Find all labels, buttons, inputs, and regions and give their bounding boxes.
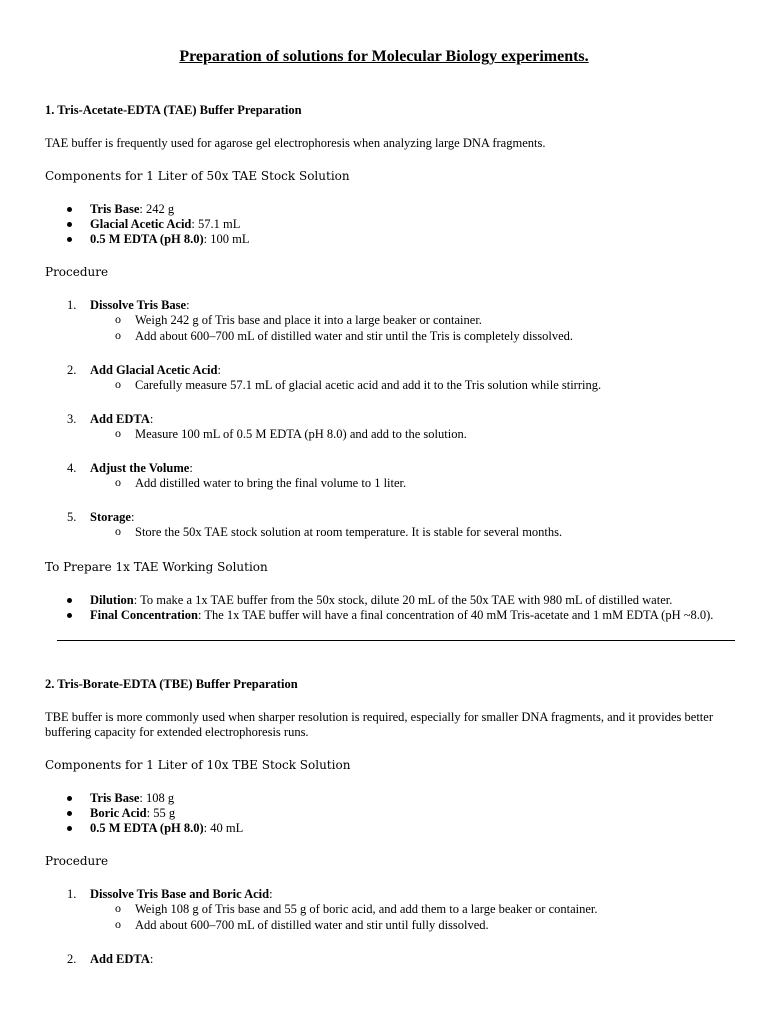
list-item: o Add about 600–700 mL of distilled water and stir until the Tris is completely dissolved. — [115, 329, 573, 345]
sub-list — [115, 902, 598, 934]
list-item: o Weigh 242 g of Tris base and place it into a large beaker or container. — [115, 313, 573, 329]
list-item: Glacial Acetic Acid: 57.1 mL — [45, 217, 250, 232]
list-item: Boric Acid: 55 g — [45, 806, 243, 821]
list-item: o Weigh 108 g of Tris base and 55 g of boric acid, and add them to a large beaker or container. — [115, 902, 598, 918]
tae-components-list — [45, 202, 250, 247]
list-item: Final Concentration: The 1x TAE buffer will have a final concentration of 40 mM Tris-acetate and 1 mM EDTA (pH ~8.0). — [45, 608, 713, 623]
section-divider — [57, 640, 735, 641]
tae-section-heading: 1. Tris-Acetate-EDTA (TAE) Buffer Preparation — [45, 103, 302, 117]
tae-procedure-heading: Procedure — [45, 265, 109, 279]
list-item: o Add distilled water to bring the final volume to 1 liter. — [115, 476, 406, 492]
document-page: Preparation of solutions for Molecular Biology experiments. 1. Tris-Acetate-EDTA (TAE) Buffer Preparation TAE buffer is frequently used for agarose gel electrophoresis when analyzing large DNA fragments. Components for 1 Liter of 50x TAE Stock Solution Tris Base: 242 g Glacial Acetic Acid: 57.1 mL 0.5 M EDTA (pH 8.0): 100 mL Procedure 1. Dissolve Tris Base: o Weigh 242 g of Tris base and place it into a large beaker or container. o Add about 600–700 mL of distilled water and stir until the Tris is completely dissolved. 2. Add Glacial Acetic Acid: o Carefully measure 57.1 mL of glacial acetic acid and add it to the Tris solution while stirring. 3. Add EDTA: o Measure 100 mL of 0.5 M EDTA (pH 8.0) and add to the solution. 4. Adjust the Volume: o Add distilled water to bring the final volume to 1 liter. 5. Storage: o Store the 50x TAE stock solution at room temperature. It is stable for several months. To Prepare 1x TAE Working Solution Dilution: To make a 1x TAE buffer from the 50x stock, dilute 20 mL of the 50x TAE with 980 mL of distilled water. Final Concentration: The 1x TAE buffer will have a final concentration of 40 mM Tris-acetate and 1 mM EDTA (pH ~8.0). 2. Tris-Borate-EDTA (TBE) Buffer Preparation TBE buffer is more commonly used when sharper resolution is required, especially for smaller DNA fragments, and it provides better buffering capacity for extended electrophoresis runs. Components for 1 Liter of 10x TBE Stock Solution Tris Base: 108 g Boric Acid: 55 g 0.5 M EDTA (pH 8.0): 40 mL Procedure 1. Dissolve Tris Base and Boric Acid: o Weigh 108 g of Tris base and 55 g of boric acid, and add them to a large beaker or container. o Add about 600–700 mL of distilled water and stir until fully dissolved. 2. Add EDTA: — [0, 0, 768, 1024]
list-item: o Carefully measure 57.1 mL of glacial acetic acid and add it to the Tris solution while stirring. — [115, 378, 601, 394]
document-title: Preparation of solutions for Molecular Biology experiments. — [179, 48, 589, 65]
list-item: o Measure 100 mL of 0.5 M EDTA (pH 8.0) and add to the solution. — [115, 427, 467, 443]
tae-working-heading: To Prepare 1x TAE Working Solution — [45, 560, 268, 574]
tbe-components-list — [45, 791, 243, 836]
list-item: o Store the 50x TAE stock solution at room temperature. It is stable for several months. — [115, 525, 562, 541]
tae-components-heading: Components for 1 Liter of 50x TAE Stock Solution — [45, 169, 350, 183]
list-item: Dilution: To make a 1x TAE buffer from the 50x stock, dilute 20 mL of the 50x TAE with 980 mL of distilled water. — [45, 593, 713, 608]
list-item: 0.5 M EDTA (pH 8.0): 100 mL — [45, 232, 250, 247]
tae-working-list — [45, 593, 713, 623]
sub-list — [115, 427, 467, 443]
list-item: Tris Base: 108 g — [45, 791, 243, 806]
sub-list — [115, 313, 573, 345]
sub-list — [115, 378, 601, 394]
sub-list — [115, 525, 562, 541]
tae-intro: TAE buffer is frequently used for agarose gel electrophoresis when analyzing large DNA fragments. — [45, 136, 546, 150]
list-item: o Add about 600–700 mL of distilled water and stir until fully dissolved. — [115, 918, 598, 934]
sub-list — [115, 476, 406, 492]
tbe-intro: TBE buffer is more commonly used when sharper resolution is required, especially for smaller DNA fragments, and it provides better buffering capacity for extended electrophoresis runs. — [45, 710, 713, 739]
tbe-procedure-heading: Procedure — [45, 854, 109, 868]
tbe-components-heading: Components for 1 Liter of 10x TBE Stock Solution — [45, 758, 351, 772]
list-item: 0.5 M EDTA (pH 8.0): 40 mL — [45, 821, 243, 836]
list-item: Tris Base: 242 g — [45, 202, 250, 217]
tbe-section-heading: 2. Tris-Borate-EDTA (TBE) Buffer Preparation — [45, 677, 298, 691]
